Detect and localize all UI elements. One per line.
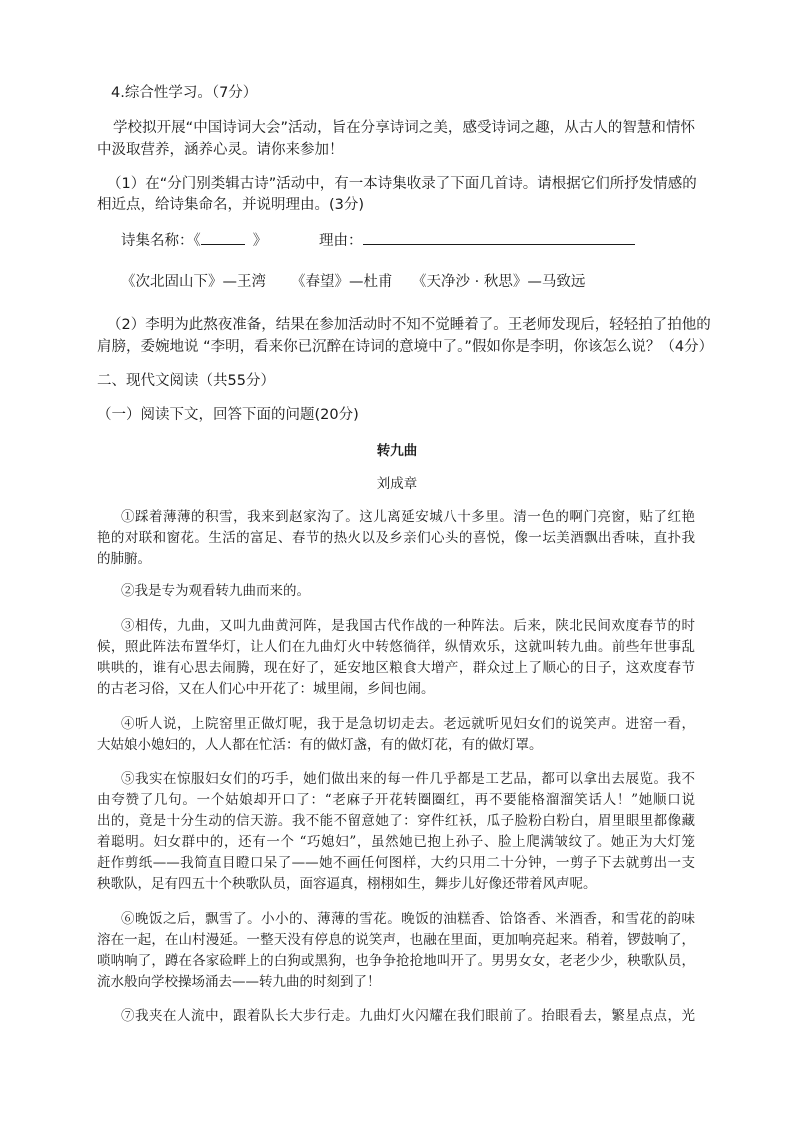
paragraph-2-line-1: ②我是专为观看转九曲而来的。 — [121, 583, 310, 599]
reason-label: 理由： — [319, 233, 363, 249]
part2-subsection-heading: （一）阅读下文，回答下面的问题(20分) — [97, 407, 359, 423]
reason-row — [319, 230, 635, 251]
part2-heading: 二、现代文阅读（共55分） — [97, 373, 275, 389]
paragraph-1-line-2: 艳的对联和窗花。生活的富足、春节的热火以及乡亲们心头的喜悦，像一坛美酒飘出香味，直扑我 — [97, 530, 695, 546]
paragraph-1-line-3: 的肺腑。 — [97, 551, 151, 567]
paragraph-1-line-1: ①踩着薄薄的积雪，我来到赵家沟了。这儿离延安城八十多里。清一色的啊门亮窗，贴了红艳 — [121, 509, 695, 525]
reason-blank[interactable] — [363, 230, 635, 245]
article-author: 刘成章 — [376, 476, 418, 492]
article-title: 转九曲 — [376, 443, 418, 459]
poem-3: 《天净沙 · 秋思》—马致远 — [412, 274, 586, 290]
section4-intro-line-1: 学校拟开展“中国诗词大会”活动，旨在分享诗词之美，感受诗词之趣，从古人的智慧和情怀 — [113, 120, 695, 136]
paragraph-3-line-3: 哄哄的，谁有心思去闹腾，现在好了，延安地区粮食大增产，群众过上了顺心的日子，这欢度春节 — [97, 660, 695, 676]
question1-line-1: （1）在“分门别类辑古诗”活动中，有一本诗集收录了下面几首诗。请根据它们所抒发情感的 — [107, 176, 697, 192]
paragraph-4-line-1: ④听人说，上院窑里正做灯呢，我于是急切切走去。老远就听见妇女们的说笑声。进窑一看， — [121, 716, 695, 732]
paragraph-5-line-1: ⑤我实在惊服妇女们的巧手，她们做出来的每一件几乎都是工艺品，都可以拿出去展览。我不 — [121, 771, 695, 787]
poem-1: 《次北固山下》—王湾 — [121, 274, 266, 290]
paragraph-4-line-2: 大姑娘小媳妇的，人人都在忙活：有的做灯盏，有的做灯花，有的做灯罩。 — [97, 737, 543, 753]
question2-line-1: （2）李明为此熬夜准备，结果在参加活动时不知不觉睡着了。王老师发现后，轻轻拍了拍他的 — [107, 317, 711, 333]
paragraph-5-line-6: 秧歌队，足有四五十个秧歌队员，面容逼真，栩栩如生，舞步儿好像还带着风声呢。 — [97, 876, 597, 892]
paragraph-6-line-3: 唢呐响了，蹲在各家硷畔上的白狗或黑狗，也争争抢抢地叫开了。男男女女，老老少少，秧歌队员， — [97, 953, 695, 969]
section4-heading: 4.综合性学习。（7分） — [111, 85, 258, 101]
question2-line-2: 肩膀，委婉地说 “李明，看来你已沉醉在诗词的意境中了。”假如你是李明，你该怎么说？（4分） — [97, 339, 714, 355]
anthology-name-row — [121, 230, 267, 251]
paragraph-5-line-3: 出的，竟是十分生动的信天游。我不能不留意她了：穿件红袄，瓜子脸粉白粉白，眉里眼里都像藏 — [97, 813, 695, 829]
paragraph-6-line-1: ⑥晚饭之后，飘雪了。小小的、薄薄的雪花。晚饭的油糕香、饸饹香、米酒香，和雪花的韵味 — [121, 911, 695, 927]
anthology-name-close: 》 — [252, 233, 268, 249]
paragraph-6-line-2: 溶在一起，在山村漫延。一整天没有停息的说笑声，也融在里面，更加响亮起来。稍着，锣鼓响了， — [97, 932, 695, 948]
paragraph-3-line-1: ③相传，九曲，又叫九曲黄河阵，是我国古代作战的一种阵法。后来，陕北民间欢度春节的时 — [121, 618, 695, 634]
paragraph-6-line-4: 流水般向学校操场涌去——转九曲的时刻到了！ — [97, 974, 381, 990]
paragraph-3-line-4: 的古老习俗，又在人们心中开花了：城里闹，乡间也闹。 — [97, 681, 435, 697]
paragraph-5-line-2: 由夸赞了几句。一个姑娘却开口了：“老麻子开花转圈圈红，再不要能格溜溜笑话人！”她顺口说 — [97, 792, 695, 808]
paragraph-5-line-5: 赶作剪纸——我简直目瞪口呆了——她不画任何图样，大约只用二十分钟，一剪子下去就剪出一支 — [97, 855, 695, 871]
question1-line-2: 相近点，给诗集命名，并说明理由。(3分) — [97, 197, 365, 213]
section4-intro-line-2: 中汲取营养，涵养心灵。请你来参加！ — [97, 142, 344, 158]
anthology-name-blank[interactable] — [201, 230, 245, 245]
paragraph-5-line-4: 着聪明。妇女群中的，还有一个 “巧媳妇”，虽然她已抱上孙子、脸上爬满皱纹了。她正为大灯笼 — [97, 834, 695, 850]
poem-2: 《春望》—杜甫 — [291, 274, 393, 290]
anthology-name-label: 诗集名称：《 — [121, 233, 201, 249]
paragraph-7-line-1: ⑦我夹在人流中，跟着队长大步行走。九曲灯火闪耀在我们眼前了。抬眼看去，繁星点点，光 — [121, 1008, 695, 1024]
paragraph-3-line-2: 候，照此阵法布置华灯，让人们在九曲灯火中转悠徜徉，纵情欢乐，这就叫转九曲。前些年世事乱 — [97, 639, 695, 655]
